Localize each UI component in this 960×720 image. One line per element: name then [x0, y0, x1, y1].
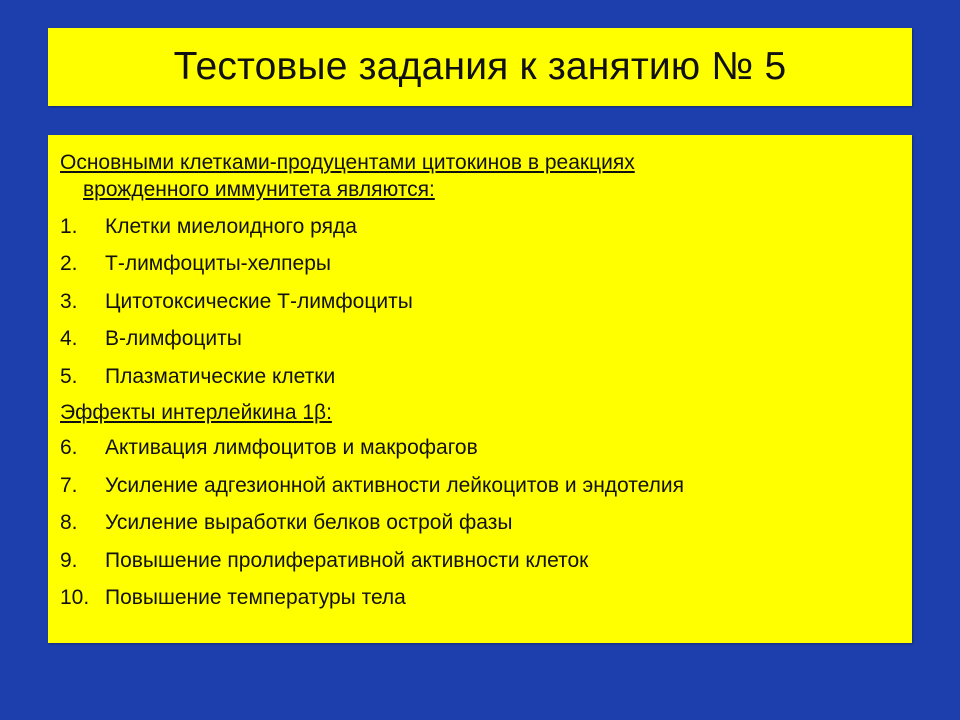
item-number: 1.: [60, 214, 78, 238]
list-item: [60, 246, 900, 284]
item-number: 9.: [60, 548, 78, 572]
item-text: Т-лимфоциты-хелперы: [105, 252, 331, 276]
question-1: [60, 149, 900, 203]
list-item: [60, 505, 900, 543]
item-text: Плазматические клетки: [105, 364, 336, 388]
list-item: [60, 208, 900, 246]
list-item: [60, 283, 900, 321]
item-number: 10.: [60, 586, 90, 610]
title-box: [48, 28, 912, 106]
item-number: 8.: [60, 511, 78, 535]
slide-title: Тестовые задания к занятию № 5: [173, 45, 787, 88]
item-text: В-лимфоциты: [105, 327, 242, 351]
item-number: 7.: [60, 473, 78, 497]
answer-list-2: [60, 430, 900, 618]
item-number: 5.: [60, 364, 78, 388]
item-number: 3.: [60, 289, 78, 313]
item-number: 6.: [60, 436, 78, 460]
item-text: Усиление адгезионной активности лейкоцитов и эндотелия: [105, 473, 684, 497]
list-item: [60, 542, 900, 580]
item-number: 4.: [60, 327, 78, 351]
question-1-line-2: врожденного иммунитета являются:: [83, 178, 435, 201]
list-item: [60, 358, 900, 396]
list-item: [60, 580, 900, 618]
item-text: Повышение температуры тела: [105, 586, 406, 610]
item-text: Активация лимфоцитов и макрофагов: [105, 436, 478, 460]
item-text: Цитотоксические Т-лимфоциты: [105, 289, 413, 313]
list-item: [60, 467, 900, 505]
list-item: [60, 430, 900, 468]
answer-list-1: [60, 208, 900, 396]
list-item: [60, 321, 900, 359]
content-box: [48, 135, 912, 643]
item-text: Повышение пролиферативной активности клеток: [105, 548, 589, 572]
item-text: Клетки миелоидного ряда: [105, 214, 357, 238]
item-text: Усиление выработки белков острой фазы: [105, 511, 513, 535]
question-2: [60, 396, 900, 430]
item-number: 2.: [60, 252, 78, 276]
question-2-text: Эффекты интерлейкина 1β:: [60, 401, 332, 424]
question-1-line-1: Основными клетками-продуцентами цитокинов в реакциях: [60, 151, 635, 174]
